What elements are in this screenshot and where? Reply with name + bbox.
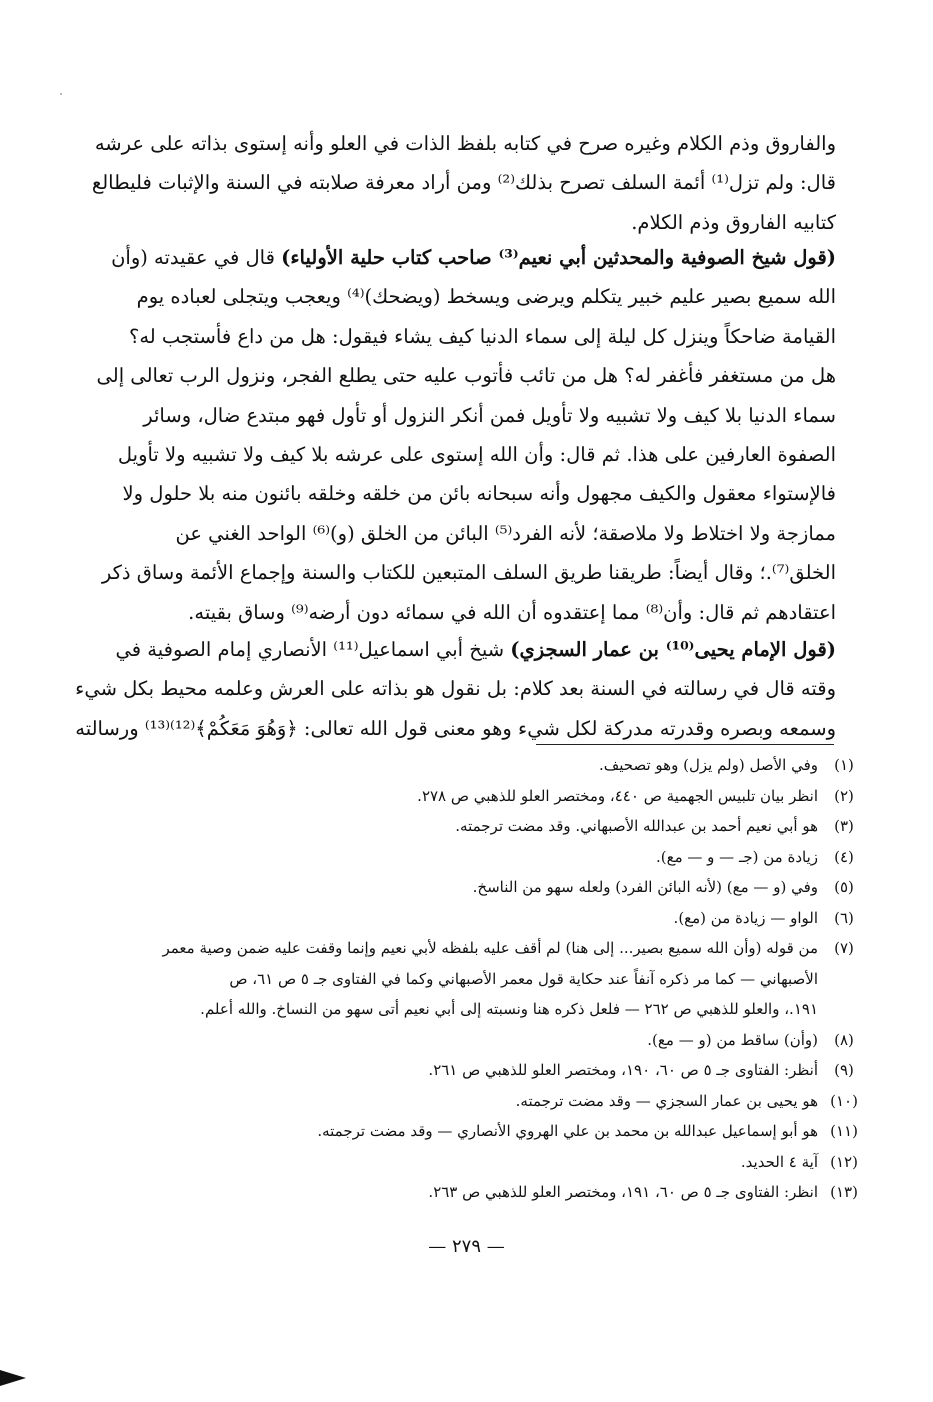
footnote-number: (١) bbox=[834, 756, 854, 774]
section-heading: (قول شيخ الصوفية والمحدثين أبي نعيم⁽³⁾ صاحب كتاب حلية الأولياء) bbox=[281, 246, 836, 269]
footnote bbox=[100, 1055, 870, 1086]
text-line: اعتقادهم ثم قال: وأن⁽⁸⁾ مما إعتقدوه أن الله في سمائه دون أرضه⁽⁹⁾ وساق بقيته. bbox=[188, 600, 836, 624]
footnote-text: وفي الأصل (ولم يزل) وهو تصحيف. bbox=[598, 756, 818, 774]
footnote-text: (وأن) ساقط من (و — مع). bbox=[647, 1030, 818, 1049]
footnote-text: من قوله (وأن الله سميع بصير... إلى هنا) لم أقف عليه بلفظه لأبي نعيم وإنما وقفت عليه ضمن وصية معمر bbox=[162, 939, 818, 957]
paragraph-1 bbox=[91, 124, 836, 242]
text-line: ممازجة ولا اختلاط ولا ملاصقة؛ لأنه الفرد⁽⁵⁾ البائن من الخلق (و)⁽⁶⁾ الواحد الغني عن bbox=[175, 521, 836, 545]
footnote-number: (١١) bbox=[830, 1122, 858, 1140]
footnote bbox=[100, 872, 870, 903]
footnote-number: (١٢) bbox=[830, 1152, 858, 1171]
footnote bbox=[100, 811, 870, 842]
text-line: القيامة ضاحكاً وينزل كل ليلة إلى سماء الدنيا كيف يشاء فيقول: هل من داع فأستجب له؟ bbox=[128, 324, 836, 348]
paragraph-2 bbox=[96, 238, 836, 632]
footnote bbox=[100, 1116, 870, 1147]
paragraph-3 bbox=[75, 630, 836, 748]
footnote-separator bbox=[536, 744, 834, 745]
footnote-text: آية ٤ الحديد. bbox=[740, 1152, 818, 1171]
text-span: قال في عقيدته (وأن bbox=[111, 246, 282, 269]
text-line: فالإستواء معقول والكيف مجهول وأنه سبحانه بائن من خلقه وخلقه بائنون منه بلا حلول ولا bbox=[122, 482, 836, 506]
footnote bbox=[100, 842, 870, 873]
text-line: والفاروق وذم الكلام وغيره صرح في كتابه بلفظ الذات في العلو وأنه إستوى بذاته على عرشه bbox=[94, 132, 836, 155]
text-line: وقته قال في رسالته في السنة بعد كلام: بل نقول هو بذاته على العرش وعلمه محيط بكل شيء bbox=[75, 677, 836, 701]
footnote-text: هو يحيى بن عمار السجزي — وقد مضت ترجمته. bbox=[515, 1091, 818, 1110]
footnote bbox=[100, 1025, 870, 1056]
footnote-number: (٩) bbox=[834, 1061, 854, 1079]
text-line: وسمعه وبصره وقدرته مدركة لكل شيء وهو معنى قول الله تعالى: ﴿وَهُوَ مَعَكُمْ﴾⁽¹²⁾⁽¹³⁾ ورسالته bbox=[75, 716, 836, 740]
footnote-text: هو أبو إسماعيل عبدالله بن محمد بن علي الهروي الأنصاري — وقد مضت ترجمته. bbox=[317, 1122, 818, 1140]
text-line: الله سميع بصير عليم خبير يتكلم ويرضى ويسخط (ويضحك)⁽⁴⁾ ويعجب ويتجلى لعباده يوم bbox=[136, 285, 836, 309]
footnote-number: (٨) bbox=[834, 1030, 854, 1049]
text-line: الخلق⁽⁷⁾.؛ وقال أيضاً: طريقنا طريق السلف المتبعين للكتاب والسنة وإجماع الأئمة وساق ذكر bbox=[101, 561, 836, 585]
text-line: قال: ولم تزل⁽¹⁾ أئمة السلف تصرح بذلك⁽²⁾ ومن أراد معرفة صلابته في السنة والإثبات فليطالع bbox=[91, 171, 836, 195]
footnote-number: (١٣) bbox=[830, 1183, 858, 1201]
footnotes bbox=[100, 750, 870, 1208]
footnote-text: الأصبهاني — كما مر ذكره آنفاً عند حكاية قول معمر الأصبهاني وكما في الفتاوى جـ ٥ ص ٦١، ص bbox=[229, 969, 818, 988]
scan-speck bbox=[60, 93, 62, 95]
footnote bbox=[100, 1147, 870, 1178]
footnote-number: (٦) bbox=[834, 908, 854, 927]
text-line bbox=[100, 238, 836, 277]
text-line bbox=[100, 630, 836, 669]
section-heading: (قول الإمام يحيى⁽¹⁰⁾ بن عمار السجزي) bbox=[510, 638, 836, 661]
footnote-text: أنظر: الفتاوى جـ ٥ ص ٦٠، ١٩٠، ومختصر العلو للذهبي ص ٢٦١. bbox=[428, 1061, 818, 1079]
footnote bbox=[100, 933, 870, 1025]
text-span: شيخ أبي اسماعيل⁽¹¹⁾ الأنصاري إمام الصوفية في bbox=[115, 638, 511, 661]
text-line: كتابيه الفاروق وذم الكلام. bbox=[631, 210, 836, 234]
footnote bbox=[100, 750, 870, 781]
footnote bbox=[100, 1177, 870, 1208]
footnote-text: انظر: الفتاوى جـ ٥ ص ٦٠، ١٩١، ومختصر العلو للذهبي ص ٢٦٣. bbox=[428, 1183, 818, 1201]
footnote-number: (٧) bbox=[834, 939, 854, 957]
footnote-text: ١٩١.، والعلو للذهبي ص ٢٦٢ — فلعل ذكره هنا ونسبته إلى أبي نعيم أتى سهو من النساخ. والله أعلم. bbox=[200, 1000, 818, 1018]
footnote bbox=[100, 1086, 870, 1117]
scan-edge-mark bbox=[0, 1370, 26, 1386]
footnote-number: (٣) bbox=[834, 817, 854, 835]
footnote-number: (٥) bbox=[834, 878, 854, 896]
footnote-text: هو أبي نعيم أحمد بن عبدالله الأصبهاني. وقد مضت ترجمته. bbox=[455, 817, 818, 835]
text-line: سماء الدنيا بلا كيف ولا تشبيه ولا تأويل فمن أنكر النزول أو تأول فهو مبتدع ضال، وسائر bbox=[143, 403, 836, 427]
footnote-text: زيادة من (جـ — و — مع). bbox=[656, 847, 818, 866]
footnote bbox=[100, 903, 870, 934]
text-line: الصفوة العارفين على هذا. ثم قال: وأن الله إستوى على عرشه بلا كيف ولا تشبيه ولا تأويل bbox=[117, 442, 836, 466]
footnote-text: انظر بيان تلبيس الجهمية ص ٤٤٠، ومختصر العلو للذهبي ص ٢٧٨. bbox=[417, 786, 818, 805]
text-line: هل من مستغفر فأغفر له؟ هل من تائب فأتوب عليه حتى يطلع الفجر، ونزول الرب تعالى إلى bbox=[96, 364, 836, 388]
footnote-number: (٢) bbox=[834, 786, 854, 805]
footnote-number: (١٠) bbox=[830, 1091, 858, 1110]
page-number: — ٢٧٩ — bbox=[428, 1236, 505, 1257]
footnote-text: الواو — زيادة من (مع). bbox=[673, 908, 818, 927]
footnote-text: وفي (و — مع) (لأنه البائن الفرد) ولعله سهو من الناسخ. bbox=[472, 878, 818, 896]
footnote bbox=[100, 781, 870, 812]
footnote-number: (٤) bbox=[834, 847, 854, 866]
